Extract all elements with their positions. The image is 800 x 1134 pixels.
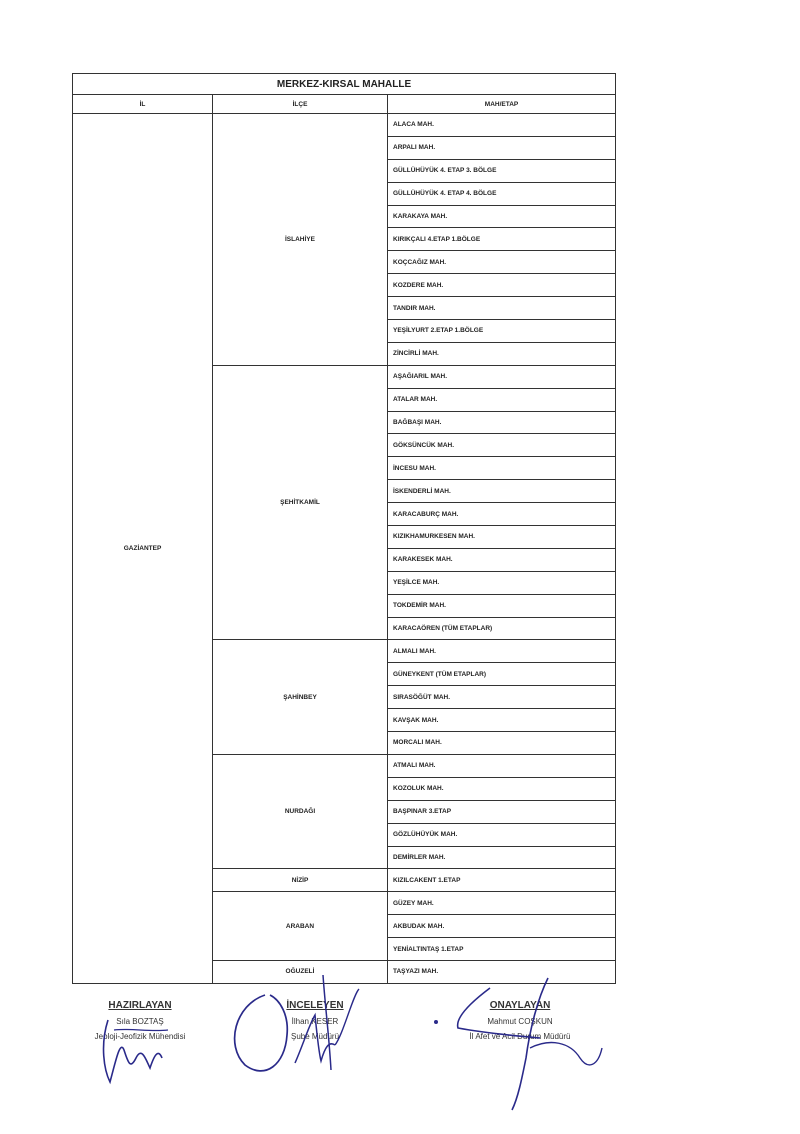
mahalle-cell: BAŞPINAR 3.ETAP	[388, 800, 616, 823]
mahalle-cell: GÜLLÜHÜYÜK 4. ETAP 4. BÖLGE	[388, 182, 616, 205]
ilce-cell: İSLAHİYE	[213, 114, 388, 366]
mahalle-cell: GÜZEY MAH.	[388, 892, 616, 915]
mahalle-cell: KOZOLUK MAH.	[388, 777, 616, 800]
mahalle-cell: SIRASÖĞÜT MAH.	[388, 686, 616, 709]
mahalle-cell: KARAKAYA MAH.	[388, 205, 616, 228]
signature-role: ONAYLAYAN	[489, 1000, 551, 1011]
mahalle-cell: ALMALI MAH.	[388, 640, 616, 663]
mahalle-cell: İSKENDERLİ MAH.	[388, 480, 616, 503]
header-mah: MAH/ETAP	[388, 95, 616, 114]
handwritten-signature-left	[90, 1000, 180, 1090]
handwritten-signature-right	[430, 978, 610, 1118]
mahalle-cell: ALACA MAH.	[388, 114, 616, 137]
mahalle-cell: GÜNEYKENT (TÜM ETAPLAR)	[388, 663, 616, 686]
ilce-cell: OĞUZELİ	[213, 960, 388, 983]
mahalle-cell: İNCESU MAH.	[388, 457, 616, 480]
mahalle-cell: AKBUDAK MAH.	[388, 915, 616, 938]
ilce-cell: ARABAN	[213, 892, 388, 961]
ilce-cell: NİZİP	[213, 869, 388, 892]
handwritten-signature-middle	[225, 975, 365, 1085]
mahalle-cell: AŞAĞIARIL MAH.	[388, 365, 616, 388]
table-row	[73, 114, 616, 137]
table-body	[73, 114, 616, 984]
mahalle-cell: YEŞİLCE MAH.	[388, 571, 616, 594]
signature-name: Mahmut COŞKUN	[487, 1017, 553, 1026]
mahalle-cell: TOKDEMİR MAH.	[388, 594, 616, 617]
signature-role: HAZIRLAYAN	[108, 1000, 172, 1011]
mahalle-cell: TAŞYAZI MAH.	[388, 960, 616, 983]
table-title: MERKEZ-KIRSAL MAHALLE	[73, 74, 616, 95]
mahalle-cell: KOÇCAĞIZ MAH.	[388, 251, 616, 274]
mahalle-cell: YEŞİLYURT 2.ETAP 1.BÖLGE	[388, 320, 616, 343]
document-sheet	[72, 73, 615, 984]
mahalle-cell: GÜLLÜHÜYÜK 4. ETAP 3. BÖLGE	[388, 159, 616, 182]
il-cell: GAZİANTEP	[73, 114, 213, 984]
ilce-cell: ŞEHİTKAMİL	[213, 365, 388, 640]
header-il: İL	[73, 95, 213, 114]
mahalle-cell: ARPALI MAH.	[388, 136, 616, 159]
ilce-cell: ŞAHİNBEY	[213, 640, 388, 754]
signature-role: İNCELEYEN	[286, 1000, 344, 1011]
mahalle-table	[72, 73, 616, 984]
mahalle-cell: GÖZLÜHÜYÜK MAH.	[388, 823, 616, 846]
signature-name: İlhan KESER	[291, 1017, 339, 1026]
mahalle-cell: KARAKESEK MAH.	[388, 548, 616, 571]
mahalle-cell: KOZDERE MAH.	[388, 274, 616, 297]
signature-title: Şube Müdürü	[290, 1032, 340, 1041]
ilce-cell: NURDAĞI	[213, 754, 388, 868]
mahalle-cell: KAVŞAK MAH.	[388, 709, 616, 732]
mahalle-cell: ATALAR MAH.	[388, 388, 616, 411]
mahalle-cell: KARACABURÇ MAH.	[388, 503, 616, 526]
signature-title: İl Afet ve Acil Durum Müdürü	[469, 1032, 571, 1041]
mahalle-cell: KIZIKHAMURKESEN MAH.	[388, 526, 616, 549]
header-ilce: İLÇE	[213, 95, 388, 114]
mahalle-cell: DEMİRLER MAH.	[388, 846, 616, 869]
signature-title: Jeoloji-Jeofizik Mühendisi	[94, 1032, 186, 1041]
mahalle-cell: GÖKSÜNCÜK MAH.	[388, 434, 616, 457]
mahalle-cell: KIRIKÇALI 4.ETAP 1.BÖLGE	[388, 228, 616, 251]
mahalle-cell: BAĞBAŞI MAH.	[388, 411, 616, 434]
mahalle-cell: TANDIR MAH.	[388, 297, 616, 320]
mahalle-cell: ZİNCİRLİ MAH.	[388, 342, 616, 365]
signature-name: Sıla BOZTAŞ	[116, 1017, 164, 1026]
mahalle-cell: YENİALTINTAŞ 1.ETAP	[388, 938, 616, 961]
mahalle-cell: ATMALI MAH.	[388, 754, 616, 777]
mahalle-cell: KIZILCAKENT 1.ETAP	[388, 869, 616, 892]
mahalle-cell: KARACAÖREN (TÜM ETAPLAR)	[388, 617, 616, 640]
mahalle-cell: MORCALI MAH.	[388, 732, 616, 755]
